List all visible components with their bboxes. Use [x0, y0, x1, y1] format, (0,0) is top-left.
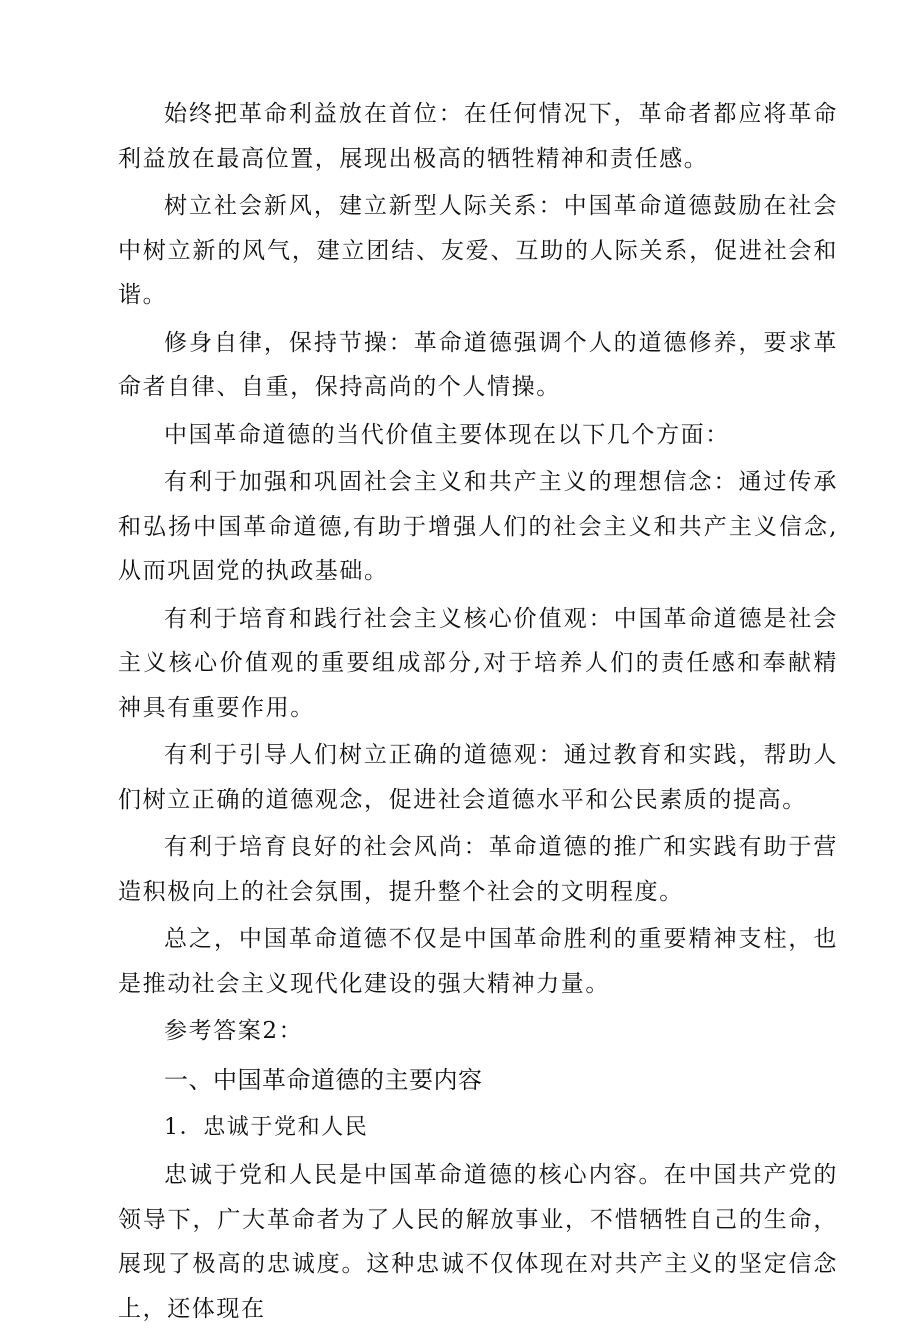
paragraph-self-discipline: 修身自律，保持节操：革命道德强调个人的道德修养，要求革命者自律、自重，保持高尚的个人情操。 — [118, 329, 838, 400]
document-body — [118, 92, 838, 1331]
paragraph-ideals-beliefs: 有利于加强和巩固社会主义和共产主义的理想信念：通过传承和弘扬中国革命道德,有助于增强人们的社会主义和共产主义信念,从而巩固党的执政基础。 — [118, 469, 838, 584]
subsection-heading: 1．忠诚于党和人民 — [164, 1114, 369, 1140]
paragraph-new-social-ethos: 树立社会新风，建立新型人际关系：中国革命道德鼓励在社会中树立新的风气，建立团结、友爱、互助的人际关系，促进社会和谐。 — [118, 193, 838, 308]
reference-answer-label: 参考答案2： — [164, 1018, 304, 1044]
paragraph-core-values: 有利于培育和践行社会主义核心价值观：中国革命道德是社会主义核心价值观的重要组成部分,对于培养人们的责任感和奉献精神具有重要作用。 — [118, 605, 838, 721]
paragraph-contemporary-value-intro: 中国革命道德的当代价值主要体现在以下几个方面： — [164, 421, 730, 448]
paragraph-revolutionary-interest-first: 始终把革命利益放在首位：在任何情况下，革命者都应将革命利益放在最高位置，展现出极高的牺牲精神和责任感。 — [118, 101, 838, 172]
paragraph-conclusion: 总之，中国革命道德不仅是中国革命胜利的重要精神支柱，也是推动社会主义现代化建设的强大精神力量。 — [118, 926, 838, 997]
paragraph-loyalty: 忠诚于党和人民是中国革命道德的核心内容。在中国共产党的领导下，广大革命者为了人民的解放事业，不惜牺牲自己的生命，展现了极高的忠诚度。这种忠诚不仅体现在对共产主义的坚定信念上，还体现在 — [118, 1162, 838, 1322]
paragraph-social-customs: 有利于培育良好的社会风尚：革命道德的推广和实践有助于营造积极向上的社会氛围，提升整个社会的文明程度。 — [118, 834, 838, 905]
paragraph-moral-outlook: 有利于引导人们树立正确的道德观：通过教育和实践，帮助人们树立正确的道德观念，促进社会道德水平和公民素质的提高。 — [118, 742, 838, 813]
section-heading: 一、中国革命道德的主要内容 — [164, 1065, 483, 1094]
